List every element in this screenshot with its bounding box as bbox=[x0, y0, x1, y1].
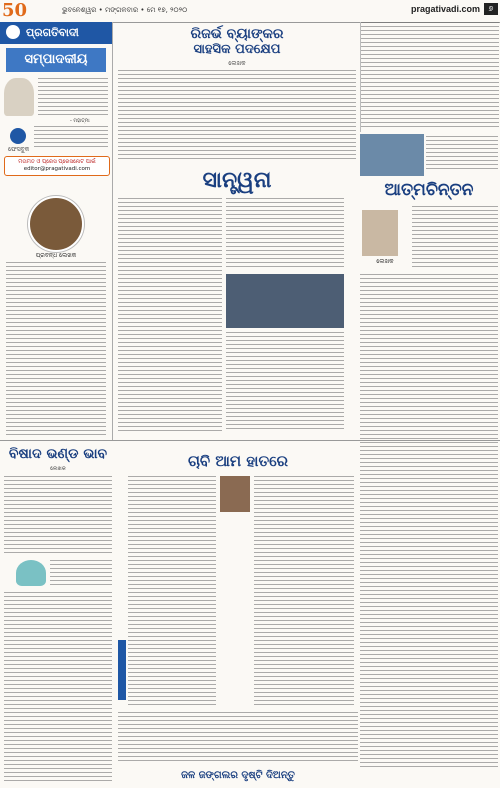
handshake-photo bbox=[226, 274, 344, 328]
headline-atmachintan: ଆତ୍ମଚିନ୍ତନ bbox=[384, 180, 474, 200]
headline-bishad: ବିଷାଦ ଭଣ୍ଡ ଭାବ bbox=[8, 446, 108, 462]
left-article-text bbox=[6, 262, 106, 438]
bottom-strip-text bbox=[118, 712, 358, 766]
brand-bar bbox=[0, 22, 112, 44]
atma-intro-text bbox=[412, 206, 498, 270]
author-name: ପ୍ରବନ୍ଧ ଲେଖକ bbox=[35, 252, 77, 259]
anniversary-logo: 50 bbox=[2, 0, 28, 21]
headline-saantwana: ସାନ୍ତ୍ୱନା bbox=[202, 168, 272, 193]
page-number: ୭ bbox=[484, 3, 498, 15]
right-author-name: ଲେଖକ bbox=[376, 258, 394, 265]
bishad-text-bottom bbox=[4, 592, 112, 784]
author-photo bbox=[28, 196, 84, 252]
brand-logo-icon bbox=[6, 25, 20, 39]
website-label[interactable]: pragativadi.com bbox=[410, 4, 480, 14]
lotus-illustration bbox=[16, 560, 46, 586]
section-divider bbox=[0, 440, 500, 441]
atma-article-text bbox=[360, 274, 498, 770]
headline-jal-jangal: ଜଳ ଜଙ୍ଗଲର ଦୃଷ୍ଟି ଦିଅନ୍ତୁ bbox=[181, 770, 295, 781]
vertical-section-tab bbox=[118, 640, 126, 700]
saantwana-col2-top bbox=[226, 198, 344, 270]
headline-rbi-line1: ରିଜର୍ଭ ବ୍ୟାଙ୍କର bbox=[190, 26, 284, 42]
photo-caption-text bbox=[426, 136, 498, 174]
gandhi-portrait bbox=[4, 78, 34, 116]
chabi-col2 bbox=[254, 476, 354, 708]
editorial-section-title: ସମ୍ପାଦକୀୟ bbox=[6, 48, 106, 72]
right-column-top-text bbox=[360, 22, 499, 132]
social-label: ଫେସବୁକ bbox=[8, 146, 30, 153]
masthead-strip bbox=[0, 0, 500, 23]
bishad-text-top bbox=[4, 476, 112, 556]
saantwana-col2-bottom bbox=[226, 332, 344, 434]
quote-author: - ମହାତ୍ମା bbox=[70, 118, 90, 124]
rbi-building-photo bbox=[360, 134, 424, 176]
left-column bbox=[0, 22, 113, 440]
facebook-icon[interactable] bbox=[10, 128, 26, 144]
headline-chabi: ଚାବି ଆମ ହାତରେ bbox=[187, 452, 289, 470]
social-block bbox=[4, 126, 108, 153]
headline-rbi-byline: ଲେଖକ bbox=[228, 60, 246, 67]
headline-rbi-line2: ସାହସିକ ପଦକ୍ଷେପ bbox=[193, 42, 281, 57]
social-text bbox=[34, 126, 108, 150]
brand-name: ପ୍ରଗତିବାଦୀ bbox=[26, 26, 79, 39]
bishad-byline: ଲେଖକ bbox=[50, 466, 66, 472]
chabi-col1 bbox=[128, 476, 216, 708]
contact-line1: ମତାମତ ଓ ପ୍ରେସ ପ୍ରେସନୋଟ ପାଇଁ bbox=[18, 159, 96, 165]
date-line: ଭୁବନେଶ୍ୱର • ମଙ୍ଗଳବାର • ମେ ୧୭, ୨୦୨୦ bbox=[62, 6, 188, 14]
right-author-photo bbox=[362, 210, 398, 256]
chabi-author-photo bbox=[220, 476, 250, 512]
rbi-article-text bbox=[118, 70, 356, 164]
bishad-text-side bbox=[50, 560, 112, 588]
contact-box bbox=[4, 156, 110, 176]
saantwana-col1 bbox=[118, 198, 222, 436]
quote-text bbox=[38, 78, 108, 118]
contact-email[interactable]: editor@pragativadi.com bbox=[23, 166, 91, 172]
